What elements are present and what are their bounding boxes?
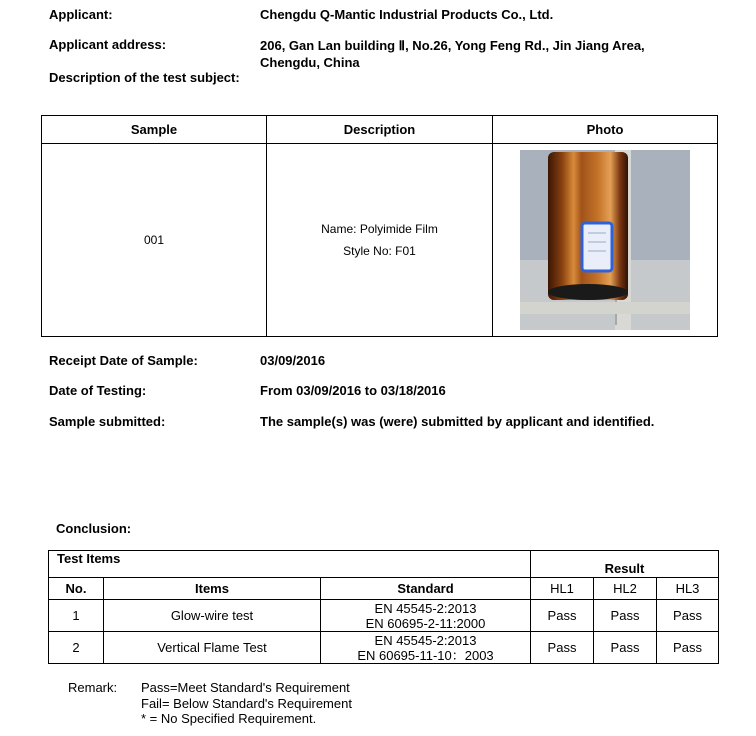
- submitted-value: The sample(s) was (were) submitted by applicant and identified.: [260, 414, 655, 429]
- standard-line: EN 60695-2-11:2000: [365, 615, 486, 631]
- header-sample: Sample: [42, 116, 267, 144]
- description-label: Description of the test subject:: [49, 70, 240, 85]
- sample-name: Name: Polyimide Film: [321, 222, 438, 236]
- sample-table: [41, 115, 718, 337]
- sample-id: 001: [42, 144, 267, 337]
- address-label: Applicant address:: [49, 37, 167, 52]
- sample-style: Style No: F01: [343, 244, 416, 258]
- row-standard: [321, 632, 531, 664]
- sample-photo-cell: [493, 144, 718, 337]
- test-items-heading: Test Items: [49, 551, 531, 578]
- remark-line: * = No Specified Requirement.: [141, 711, 317, 726]
- remark-label: Remark:: [68, 680, 118, 695]
- row-no: 1: [49, 600, 104, 632]
- applicant-value: Chengdu Q-Mantic Industrial Products Co., Ltd.: [260, 7, 554, 22]
- row-hl1: Pass: [531, 632, 594, 664]
- testing-label: Date of Testing:: [49, 383, 147, 398]
- row-item: Glow-wire test: [104, 600, 321, 632]
- row-hl2: Pass: [594, 600, 657, 632]
- address-line-2: Chengdu, China: [260, 55, 360, 70]
- standard-line: EN 45545-2:2013: [374, 600, 477, 616]
- row-item: Vertical Flame Test: [104, 632, 321, 664]
- remark-line: Fail= Below Standard's Requirement: [141, 696, 352, 711]
- testing-value: From 03/09/2016 to 03/18/2016: [260, 383, 446, 398]
- table-row: [49, 632, 719, 664]
- receipt-value: 03/09/2016: [260, 353, 326, 368]
- standard-line: EN 60695-11-10：2003: [357, 647, 494, 663]
- result-heading: Result: [531, 551, 719, 578]
- conclusion-label: Conclusion:: [56, 521, 132, 536]
- polyimide-roll-photo: [520, 150, 690, 330]
- table-row: [49, 600, 719, 632]
- row-hl2: Pass: [594, 632, 657, 664]
- col-hl3: HL3: [657, 578, 719, 600]
- submitted-label: Sample submitted:: [49, 414, 166, 429]
- row-no: 2: [49, 632, 104, 664]
- receipt-label: Receipt Date of Sample:: [49, 353, 198, 368]
- header-description: Description: [267, 116, 493, 144]
- col-no: No.: [49, 578, 104, 600]
- col-hl2: HL2: [594, 578, 657, 600]
- row-hl3: Pass: [657, 600, 719, 632]
- applicant-label: Applicant:: [49, 7, 113, 22]
- col-items: Items: [104, 578, 321, 600]
- row-hl3: Pass: [657, 632, 719, 664]
- result-table: [48, 550, 719, 664]
- header-photo: Photo: [493, 116, 718, 144]
- address-line-1: 206, Gan Lan building Ⅱ, No.26, Yong Feng Rd., Jin Jiang Area,: [260, 38, 645, 53]
- row-hl1: Pass: [531, 600, 594, 632]
- standard-line: EN 45545-2:2013: [374, 632, 477, 648]
- sample-description: [267, 144, 493, 337]
- col-standard: Standard: [321, 578, 531, 600]
- sample-photo: [520, 150, 690, 330]
- remark-line: Pass=Meet Standard's Requirement: [141, 680, 350, 695]
- col-hl1: HL1: [531, 578, 594, 600]
- row-standard: [321, 600, 531, 632]
